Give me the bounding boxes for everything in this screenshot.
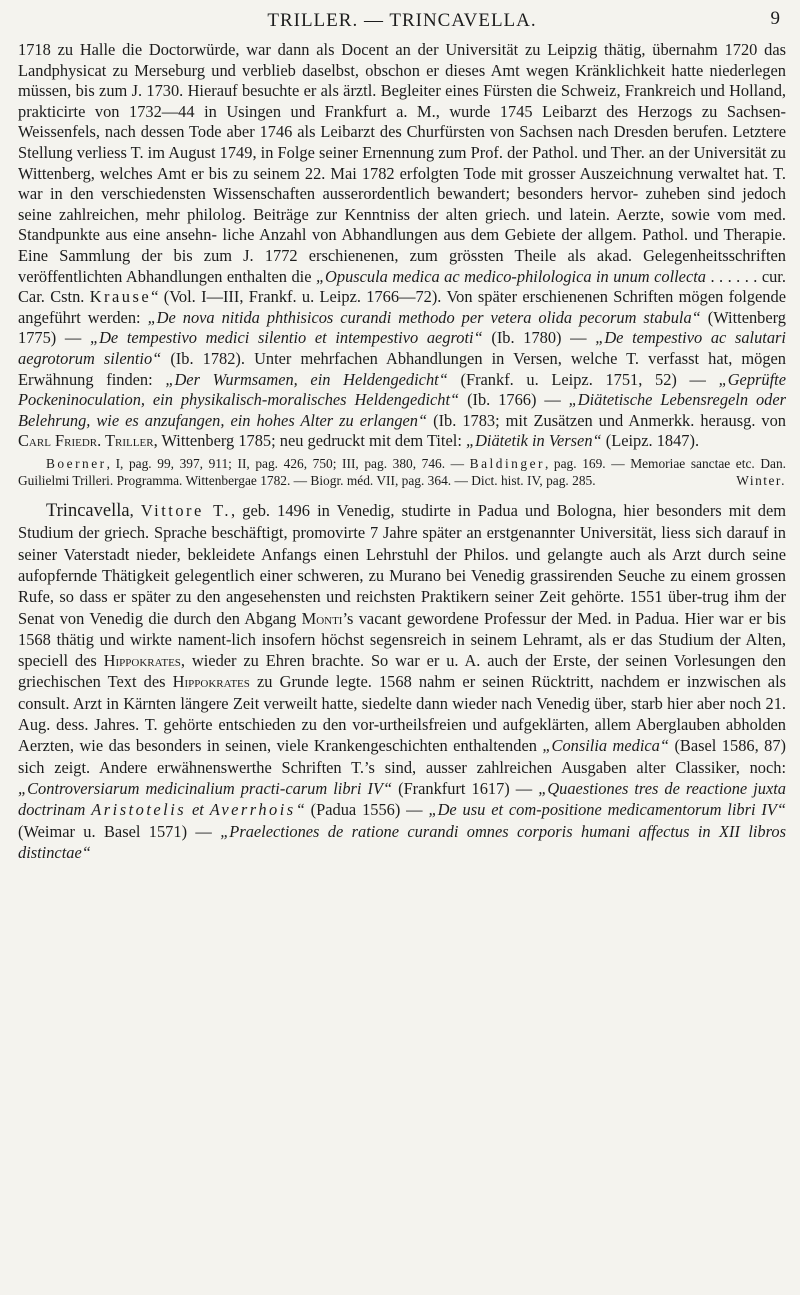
work-title: „Praelectiones de ratione curandi omnes corporis humani affectus in XII libros distinctae“	[18, 821, 786, 862]
text-fragment: , geb. 1496 in Venedig, studirte in Padua und Bologna, hier besonders mit dem Studium der griech. Sprache beschäftigt, promovirte 7 Jahre später an erstgenannter Universität, liess sich darauf in seiner Vaterstadt nieder, bekleidete Anfangs einen Lehrstuhl der Philos. und gelangte auch als Arzt durch seine aufopfernde Thätigkeit gelegentlich einer schweren, zu Murano bei Venedig grassirenden Seuche zu einem grossen Rufe, so dass er später zu den angesehensten und reichsten Praktikern seiner Zeit gehörte. 1551 über-trug ihm der Senat von Venedig die durch den Abgang	[18, 501, 787, 628]
entry-triller	[18, 40, 786, 490]
text-fragment: zu Grunde legte. 1568 nahm er seinen Rücktritt, nachdem er inzwischen als consult. Arzt in Kärnten längere Zeit verweilt hatte, siedelte dann wieder nach Venedig über, starb hier aber noch 21. Aug. dess. Jahres. T. gehörte entschieden zu den vor-urtheilsfreien und aufgeklärten, allem Aberglauben abholden Aerzten, wie das besonders in seinen, viele Krankengeschichten enthaltenden	[18, 672, 786, 756]
triller-body	[18, 40, 786, 452]
text-fragment: (Wittenberg 1775) —	[18, 307, 786, 348]
work-title: „Der Wurmsamen, ein Heldengedicht“	[165, 369, 448, 389]
person-name: Carl Friedr. Triller	[18, 431, 154, 451]
entry-headword: Trincavella	[46, 501, 130, 522]
text-line: Pathol. und Ther. an der Universität zu Wittenberg, welches Amt er bis zu seinem	[18, 142, 786, 183]
entry-trincavella	[18, 500, 786, 863]
work-title: „Diätetik in Versen“	[465, 431, 602, 451]
text-fragment: (Padua 1556) —	[304, 800, 429, 820]
work-title: „Diätetische Lebensregeln oder Belehrung, wie es anzufangen, ein hohes Alter zu erlangen“	[18, 390, 787, 430]
text-fragment: (Ib. 1780) —	[482, 328, 596, 348]
text-line: daselbst, obschon er dieses Amt wegen Kränklichkeit hatte niederlegen müssen,	[18, 60, 786, 101]
page-number: 9	[770, 8, 780, 29]
text-fragment: , I, pag. 99, 397, 911; II, pag. 426, 750; III, pag. 380, 746. —	[106, 455, 470, 471]
text-line: bis zum J. 1730. Hierauf besuchte er als ärztl. Begleiter eines Fürsten die Schweiz,	[75, 81, 621, 101]
person-name: Aristotelis	[91, 800, 187, 820]
text-fragment: (Ib. 1783; mit Zusätzen und Anmerkk. herausg. von	[427, 410, 786, 430]
author-signature: Winter.	[736, 473, 786, 489]
person-name: Averrhois	[209, 800, 296, 820]
text-fragment: ’s vacant gewordene Professur der Med. in Padua. Hier war er bis 1568 thätig und wirkte nament-lich insofern höchst segensreich in seinem Lehramt, als er das Studium der Alten, speciell des	[18, 608, 786, 671]
text-line: Gelegenheitsschriften veröffentlichten Abhandlungen enthalten die	[18, 245, 786, 286]
page-header	[18, 6, 786, 40]
text-line: Frankreich und Holland, prakticirte von 1732—44 in Usingen und Frankfurt a. M.,	[18, 81, 786, 121]
person-name: Monti	[301, 608, 343, 628]
text-fragment: . . . . . . cur. Car. Cstn.	[18, 266, 786, 307]
person-name: Hippokrates	[103, 651, 181, 671]
text-fragment: , pag. 169. — Memoriae sanctae etc. Dan. Guilielmi Trilleri. Programma. Wittenbergae 1782. — Biogr. méd. VII, pag. 364. — Dict. hist. IV, pag. 285.	[18, 455, 787, 489]
text-line: Stellung verliess T. im August 1749, in Folge seiner Ernennung zum Prof. der	[18, 142, 529, 162]
text-fragment: (Basel 1586, 87) sich zeigt. Andere erwähnenswerthe Schriften T.’s sind, ausser zahlreichen Ausgaben alter Classiker, noch:	[18, 736, 786, 777]
work-title: „Opuscula medica ac medico-philologica in unum collecta	[315, 266, 706, 286]
text-line: 1718 zu Halle die Doctorwürde, war dann als Docent an der Universität zu	[18, 40, 541, 59]
text-line: zuheben sind jedoch seine zahlreichen, mehr philolog. Beiträge zur Kenntniss der	[18, 184, 786, 224]
work-title: „Quaestiones tres de reactione juxta doctrinam	[18, 778, 786, 820]
running-head: TRILLER. — TRINCAVELLA.	[267, 10, 537, 31]
trincavella-body: Trincavella, Vittore T., geb. 1496 in Venedig, studirte in Padua und Bologna, hier besonders mit dem Studium der griech. Sprache beschäftigt, promovirte 7 Jahre später an erstgenannter Universität, liess sich darauf in seiner Vaterstadt nieder, bekleidete Anfangs einen Lehrstuhl der Philos. und gelangte auch als Arzt durch seine aufopfernde Thätigkeit gelegentlich einer schweren, zu Murano bei Venedig grassirenden Seuche zu einem grossen Rufe, so dass er später zu den angesehensten und reichsten Praktikern seiner Zeit gehörte. 1551 über-trug ihm der Senat von Venedig die durch den Abgang Monti’s vacant gewordene Professur der Med. in Padua. Hier war er bis 1568 thätig und wirkte nament-lich insofern höchst segensreich in seinem Lehramt, als er das Studium der Alten, speciell des Hippokrates, wieder zu Ehren brachte. So war er u. A. auch der Erste, der seinen Vorlesungen den griechischen Text des Hippokrates zu Grunde legte. 1568 nahm er seinen Rücktritt, nachdem er inzwischen als consult. Arzt in Kärnten längere Zeit verweilt hatte, siedelte dann wieder nach Venedig über, starb hier aber noch 21. Aug. dess. Jahres. T. gehörte entschieden zu den vor-urtheilsfreien und aufgeklärten, allem Aberglauben abholden Aerzten, wie das besonders in seinen, viele Krankengeschichten enthaltenden „Consilia medica“ (Basel 1586, 87) sich zeigt. Andere erwähnenswerthe Schriften T.’s sind, ausser zahlreichen Ausgaben alter Classiker, noch: „Controversiarum medicinalium practi-carum libri IV“ (Frankfurt 1617) — „Quaestiones tres de reactione juxta doctrinam Aristotelis et Averrhois“ (Padua 1556) — „De usu et com-positione medicamentorum libri IV“ (Weimar u. Basel 1571) — „Praelectiones de ratione curandi omnes corporis humani affectus in XII libros distinctae“	[18, 501, 787, 862]
text-fragment: “ (Vol. I—III, Frankf. u. Leipz. 1766—72). Von später erschienenen Schriften mögen folgende angeführt werden:	[18, 287, 786, 327]
text-fragment: (Leipz. 1847).	[601, 431, 700, 451]
text-fragment: (Frankfurt 1617) —	[392, 778, 539, 798]
text-line: 22. Mai 1782 erfolgten Tode mit grosser Auszeichnung verwaltet hat. T. war in	[18, 163, 786, 204]
triller-references	[18, 455, 786, 490]
text-line: wurde 1745 Leibarzt des Herzogs zu Sachsen-Weissenfels, nach dessen Tode aber	[18, 101, 786, 142]
work-title: „De nova nitida phthisicos curandi methodo per vetera olida pecorum stabula“	[147, 307, 701, 327]
text-fragment: , Wittenberg 1785; neu gedruckt mit dem Titel:	[153, 431, 466, 451]
author-name: Krause	[89, 287, 152, 307]
text-line: alten griech. und latein. Aerzte, sowie vom med. Standpunkte aus eine ansehn-	[18, 204, 786, 245]
work-title: „Geprüfte Pockeninoculation, ein physikalisch-moralisches Heldengedicht“	[18, 369, 786, 410]
source-name: Baldinger	[469, 455, 545, 471]
work-title: “	[295, 800, 305, 820]
work-title: „De tempestivo ac salutari aegrotorum silentio“	[18, 328, 786, 368]
source-name: Boerner	[46, 455, 107, 471]
text-fragment: (Ib. 1766) —	[459, 390, 569, 410]
text-line: Eine Sammlung der bis zum J. 1772 erschienenen, zum grössten Theile als akad.	[18, 245, 632, 265]
text-fragment: (Weimar u. Basel 1571) —	[18, 821, 221, 841]
text-line: liche Anzahl von Abhandlungen aus dem Gebiete der allgem. Pathol. und Therapie.	[222, 225, 787, 245]
text-fragment: , wieder zu Ehren brachte. So war er u. A. auch der Erste, der seinen Vorlesungen den griechischen Text des	[18, 651, 786, 692]
work-title: et	[186, 800, 210, 820]
work-title: „Consilia medica“	[542, 736, 669, 756]
text-line: 1746 als Leibarzt des Churfürsten von Sachsen nach Dresden berufen. Letztere	[259, 122, 786, 142]
text-fragment: (Ib. 1782). Unter mehrfachen Abhandlungen in Versen, welche T. verfasst hat, mögen Erwähnung finden:	[18, 348, 787, 389]
work-title: „De usu et com-positione medicamentorum libri IV“	[428, 800, 786, 820]
text-line: Leipzig thätig, übernahm 1720 das Landphysicat zu Merseburg und verblieb	[18, 40, 787, 80]
work-title: „Controversiarum medicinalium practi-carum libri IV“	[18, 778, 393, 798]
entry-given-name: Vittore T.	[140, 501, 232, 521]
work-title: „De tempestivo medici silentio et intempestivo aegroti“	[89, 328, 483, 348]
text-line: den verschiedensten Wissenschaften ausserordentlich bewandert; besonders hervor-	[70, 184, 639, 204]
person-name: Hippokrates	[172, 672, 250, 692]
text-fragment: (Frankf. u. Leipz. 1751, 52) —	[447, 369, 719, 389]
